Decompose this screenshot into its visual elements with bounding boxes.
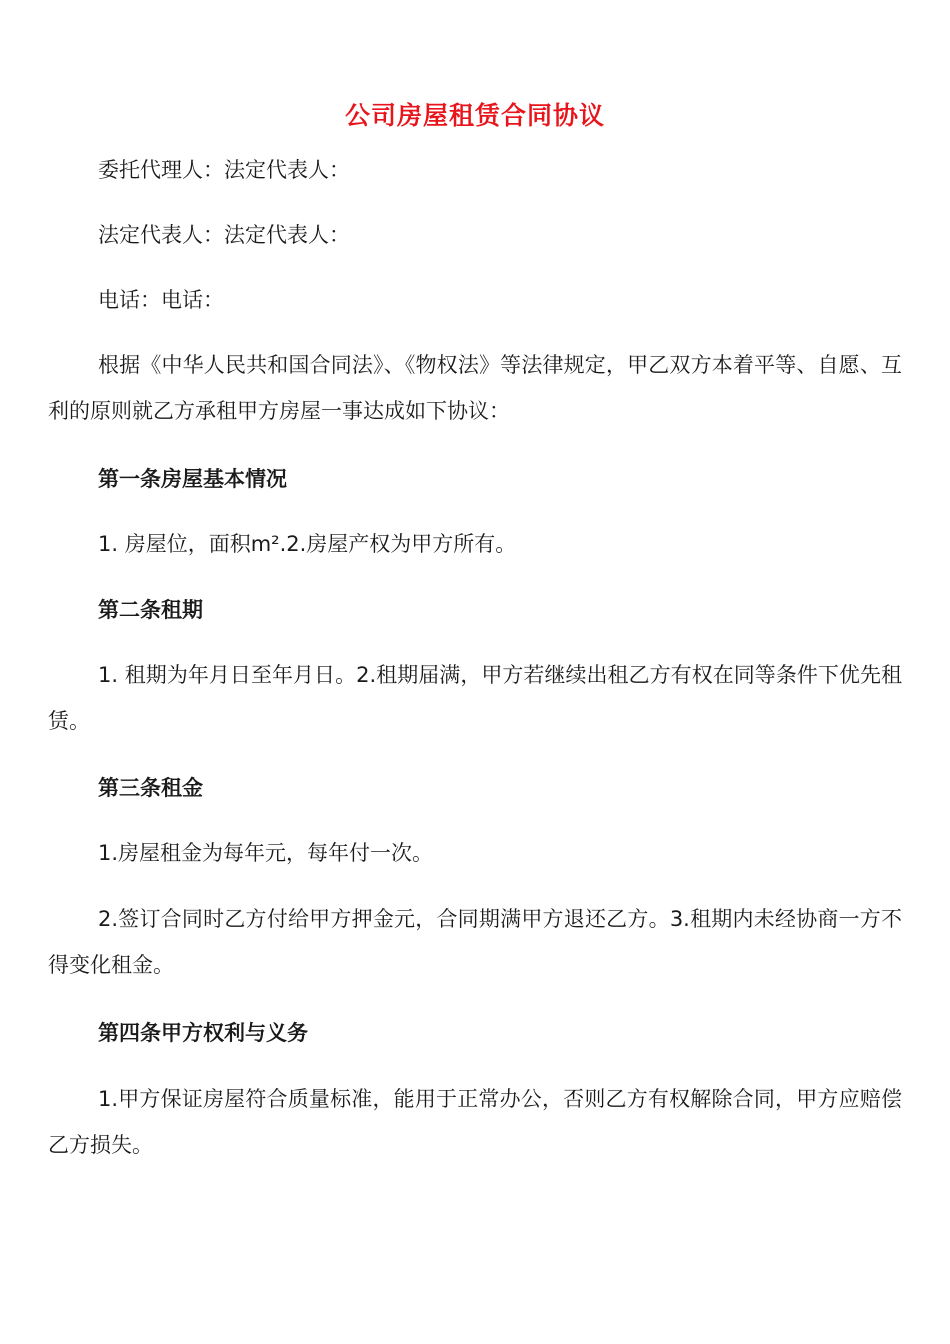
article-3-clause-2: 2.签订合同时乙方付给甲方押金元，合同期满甲方退还乙方。3.租期内未经协商一方不得变化租金。	[48, 907, 902, 977]
article-1-heading: 第一条房屋基本情况	[98, 467, 287, 491]
document-title: 公司房屋租赁合同协议	[344, 101, 605, 130]
article-1-clause: 1. 房屋位，面积m².2.房屋产权为甲方所有。	[98, 532, 517, 556]
article-3-clause-1: 1.房屋租金为每年元，每年付一次。	[98, 841, 434, 865]
preamble-paragraph: 根据《中华人民共和国合同法》、《物权法》等法律规定，甲乙双方本着平等、自愿、互利的原则就乙方承租甲方房屋一事达成如下协议：	[48, 353, 902, 423]
article-2-clause: 1. 租期为年月日至年月日。2.租期届满，甲方若继续出租乙方有权在同等条件下优先租赁。	[48, 663, 902, 733]
article-3-heading: 第三条租金	[98, 776, 203, 800]
article-2-heading: 第二条租期	[98, 598, 203, 622]
legal-rep-line: 法定代表人：法定代表人：	[98, 223, 350, 247]
article-4-heading: 第四条甲方权利与义务	[98, 1021, 308, 1045]
phone-line: 电话：电话：	[98, 288, 224, 312]
article-4-clause: 1.甲方保证房屋符合质量标准，能用于正常办公，否则乙方有权解除合同，甲方应赔偿乙方损失。	[48, 1087, 902, 1157]
agent-line: 委托代理人：法定代表人：	[98, 158, 350, 182]
